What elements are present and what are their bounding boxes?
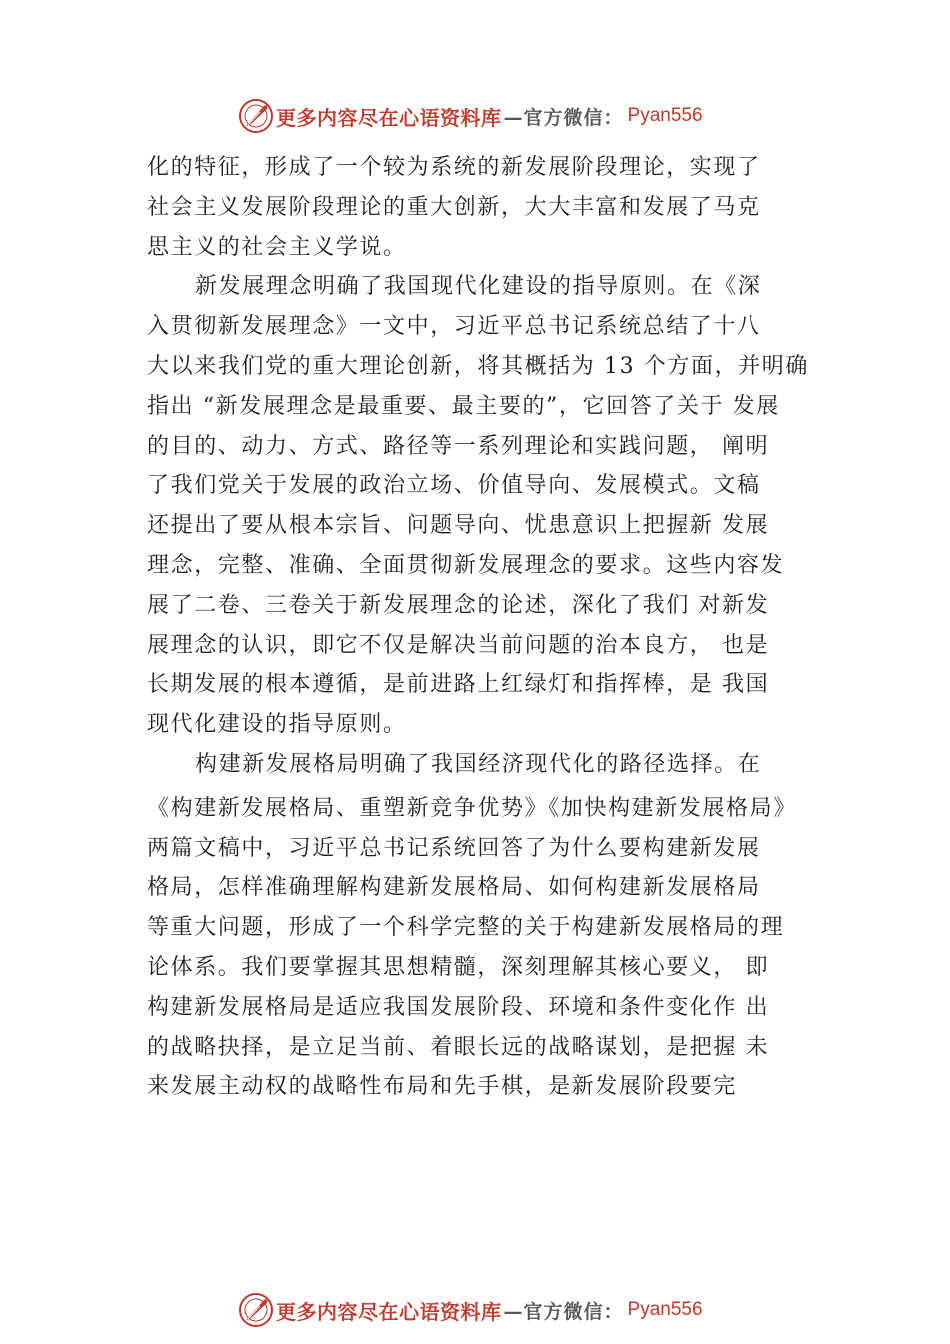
text-line: 格局，怎样准确理解构建新发展格局、如何构建新发展格局: [147, 875, 761, 901]
wechat-label: —官方微信：: [503, 106, 624, 129]
text-line: 入贯彻新发展理念》一文中，习近平总书记系统总结了十八: [147, 314, 761, 340]
text-line: 化的特征，形成了一个较为系统的新发展阶段理论，实现了: [147, 155, 761, 180]
wechat-account: Pyan556: [627, 1299, 703, 1320]
paragraph-start: 新发展理念明确了我国现代化建设的指导原则。在《深: [195, 274, 762, 300]
text-line: 等重大问题，形成了一个科学完整的关于构建新发展格局的理: [147, 915, 785, 941]
header-banner: [238, 96, 758, 136]
text-line: 了我们党关于发展的政治立场、价值导向、发展模式。文稿: [147, 473, 761, 499]
document-body: [147, 148, 837, 1107]
text-line: 《构建新发展格局、重塑新竞争优势》《加快构建新发展格局》: [147, 795, 797, 821]
text-line: 思主义的社会主义学说。: [147, 234, 407, 260]
text-line: 理念，完整、准确、全面贯彻新发展理念的要求。这些内容发: [147, 552, 785, 578]
text-line: 还提出了要从根本宗旨、问题导向、忧患意识上把握新 发展: [147, 513, 770, 539]
text-line: 的目的、动力、方式、路径等一系列理论和实践问题， 阐明: [147, 433, 770, 459]
wechat-account: Pyan556: [627, 105, 703, 126]
text-line: 展了二卷、三卷关于新发展理念的论述，深化了我们 对新发: [147, 592, 770, 618]
text-line: 社会主义发展阶段理论的重大创新，大大丰富和发展了马克: [147, 194, 761, 220]
text-line: 论体系。我们要掌握其思想精髓，深刻理解其核心要义， 即: [147, 954, 770, 980]
text-line: 现代化建设的指导原则。: [147, 712, 407, 738]
footer-banner: [238, 1290, 758, 1330]
text-line: 来发展主动权的战略性布局和先手棋，是新发展阶段要完: [147, 1074, 738, 1100]
text-line: 展理念的认识，即它不仅是解决当前问题的治本良方， 也是: [147, 632, 770, 658]
paragraph-start: 构建新发展格局明确了我国经济现代化的路径选择。在: [195, 751, 762, 777]
brand-text: 更多内容尽在心语资料库: [276, 105, 502, 130]
text-line: 大以来我们党的重大理论创新，将其概括为 13 个方面，并明确: [147, 353, 809, 379]
text-line: 两篇文稿中，习近平总书记系统回答了为什么要构建新发展: [147, 835, 761, 861]
text-line: 的战略抉择，是立足当前、着眼长远的战略谋划，是把握 未: [147, 1034, 770, 1060]
brand-text: 更多内容尽在心语资料库: [276, 1299, 502, 1324]
quill-pen-seal-icon: [238, 1292, 274, 1328]
quill-pen-seal-icon: [238, 98, 274, 134]
text-line: 指出 “新发展理念是最重要、最主要的”，它回答了关于 发展: [147, 393, 780, 419]
text-line: 长期发展的根本遵循，是前进路上红绿灯和指挥棒，是 我国: [147, 672, 770, 698]
wechat-label: —官方微信：: [503, 1300, 624, 1323]
text-line: 构建新发展格局是适应我国发展阶段、环境和条件变化作 出: [147, 994, 770, 1020]
